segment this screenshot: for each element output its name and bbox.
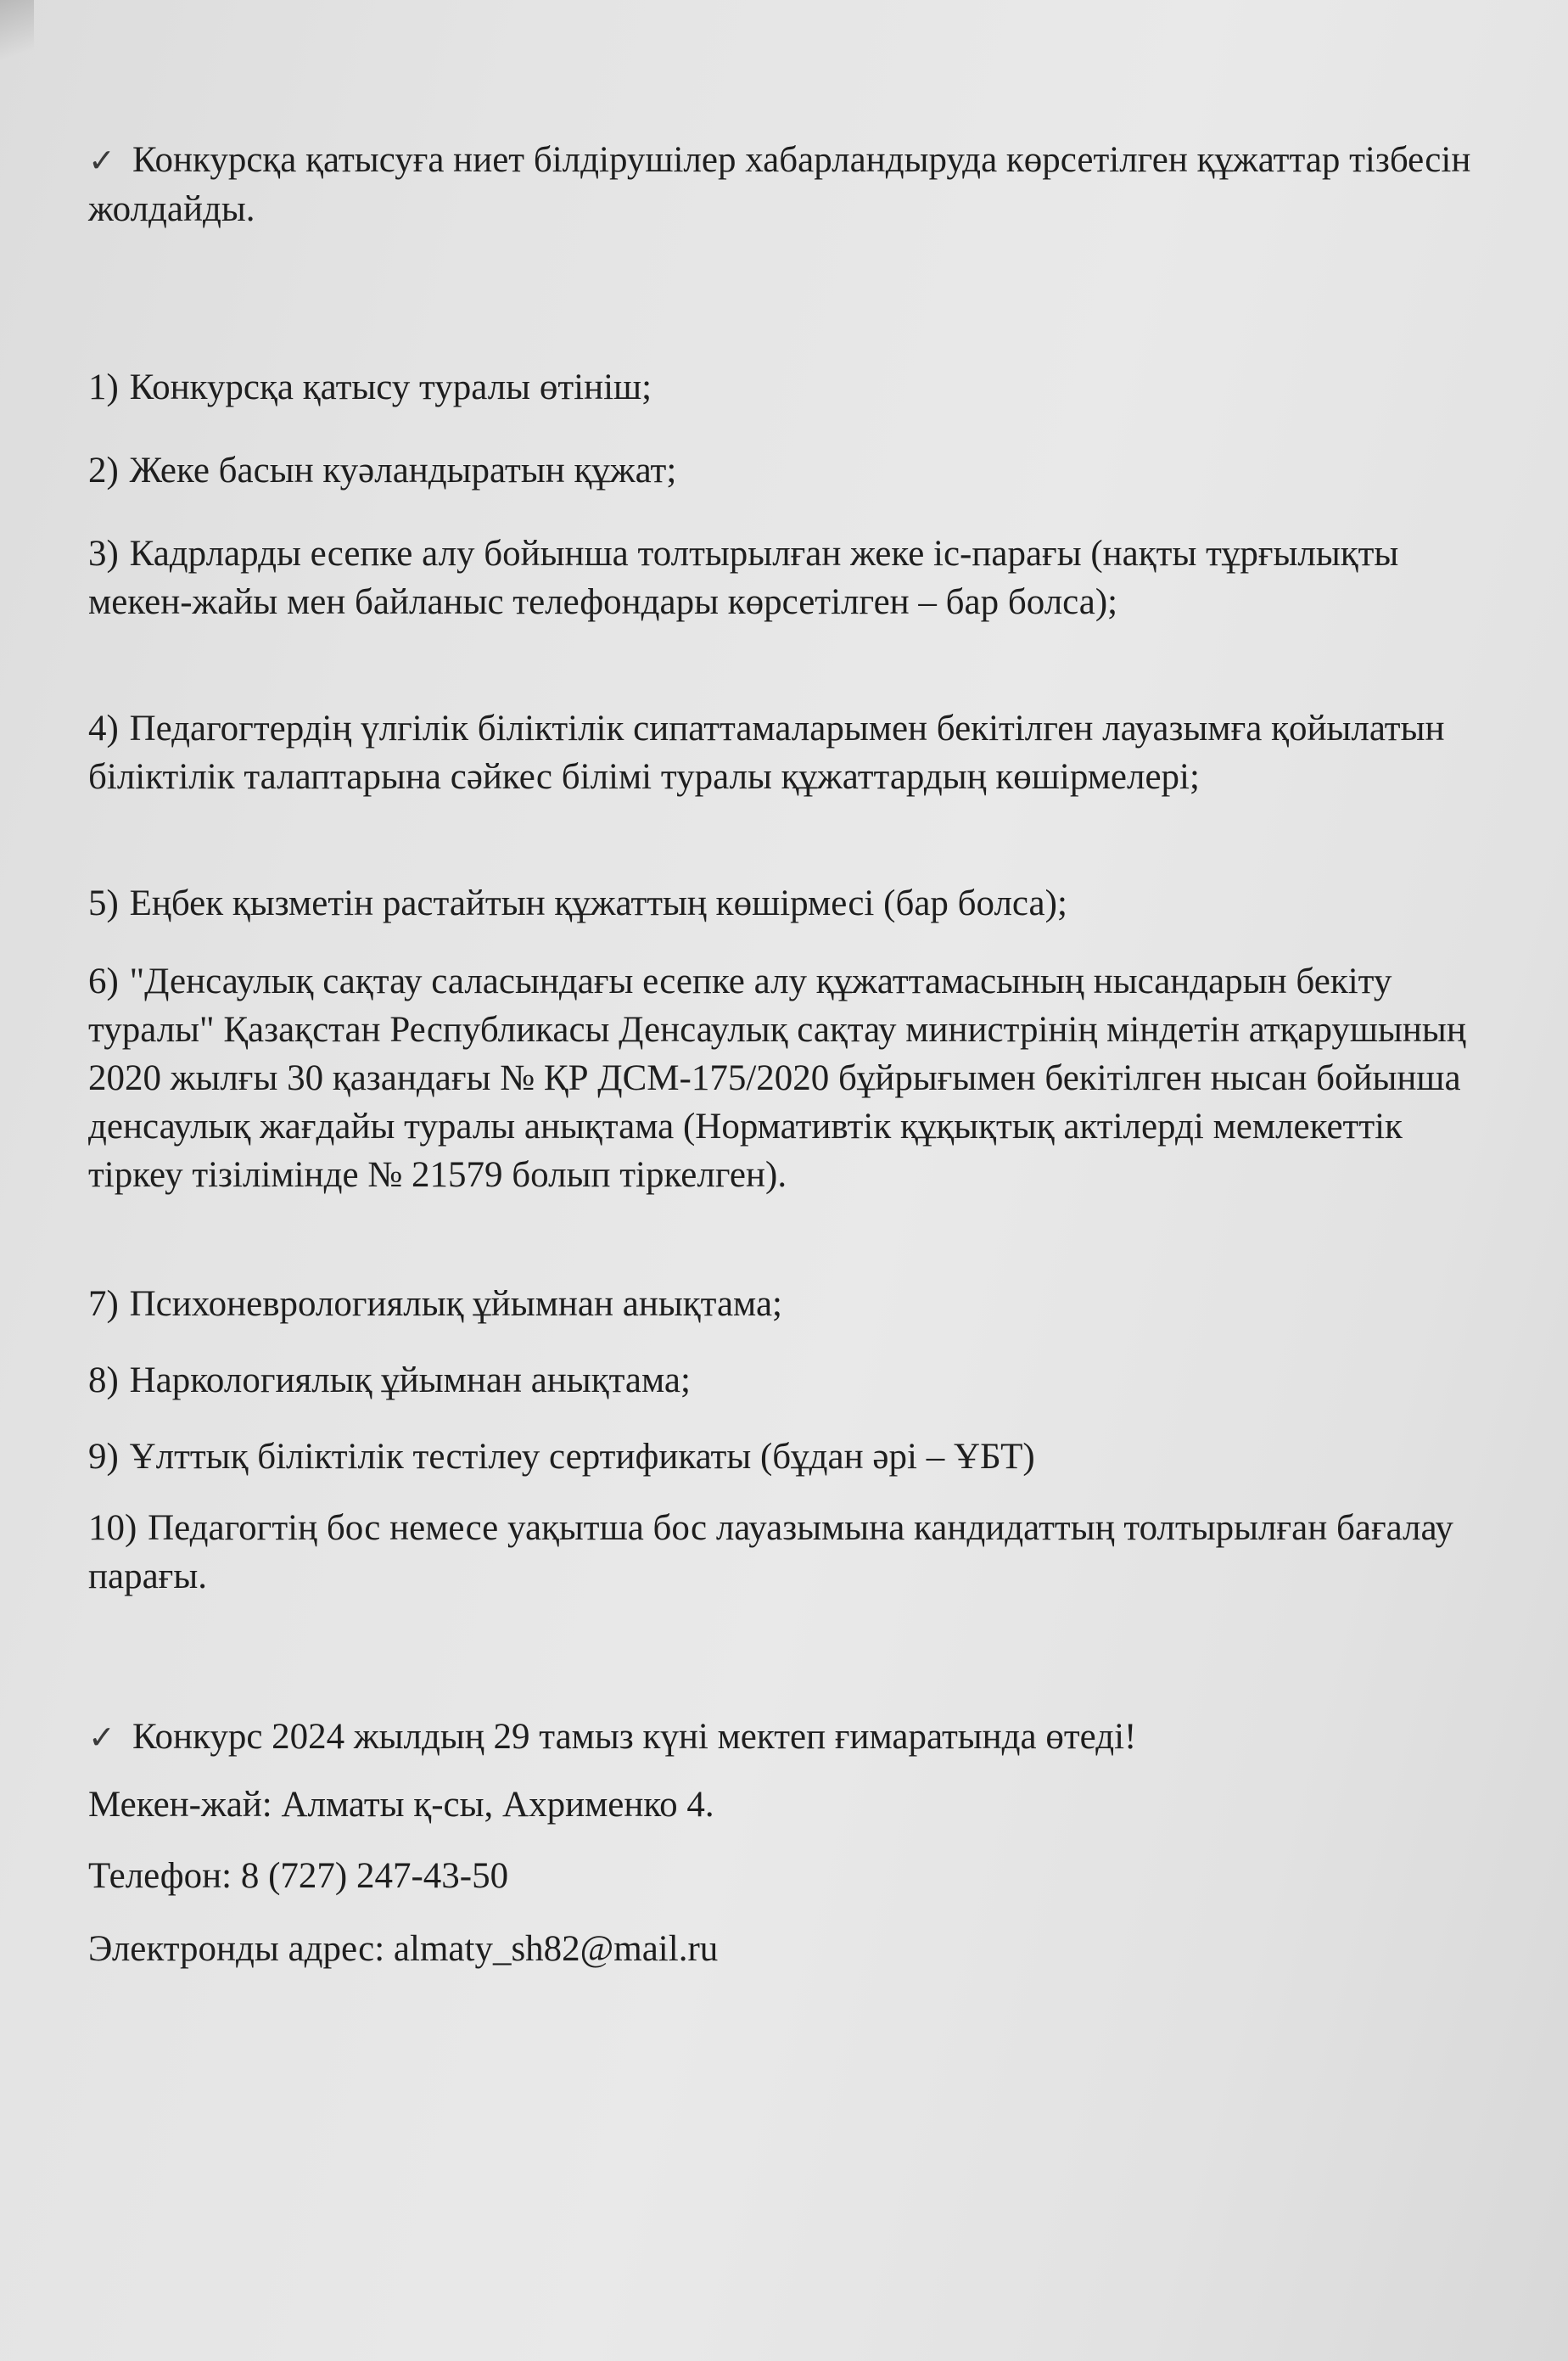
item-number: 5) bbox=[88, 883, 119, 923]
item-text: "Денсаулық сақтау саласындағы есепке алу құжаттамасының нысандарын бекіту туралы" Қазақстан Республикасы Денсаулық сақтау министрінің міндетін атқарушының 2020 жылғы 30 қазандағы № ҚР ДСМ-175/2020 бұйрығымен бекітілген нысан бойынша денсаулық жағдайы туралы анықтама (Нормативтік құқықтық актілерді мемлекеттік тіркеу тізілімінде № 21579 болып тіркелген). bbox=[88, 962, 1466, 1195]
item-number: 9) bbox=[88, 1437, 119, 1477]
item-text: Еңбек қызметін растайтын құжаттың көшірмесі (бар болса); bbox=[129, 883, 1067, 923]
document-item-6 bbox=[88, 957, 1480, 1199]
document-item-7 bbox=[88, 1280, 1480, 1328]
intro-paragraph bbox=[88, 136, 1480, 233]
document-item-3 bbox=[88, 530, 1480, 626]
item-text: Наркологиялық ұйымнан анықтама; bbox=[129, 1360, 691, 1400]
item-number: 2) bbox=[88, 451, 119, 491]
address-line: Мекен-жай: Алматы қ-сы, Ахрименко 4. bbox=[88, 1785, 714, 1825]
item-number: 10) bbox=[88, 1508, 137, 1548]
checkmark-icon: ✓ bbox=[88, 142, 115, 179]
item-number: 7) bbox=[88, 1284, 119, 1324]
item-text: Кадрларды есепке алу бойынша толтырылған жеке іс-парағы (нақты тұрғылықты мекен-жайы мен байланыс телефондары көрсетілген – бар болса); bbox=[88, 534, 1399, 622]
document-item-10 bbox=[88, 1504, 1480, 1601]
item-number: 1) bbox=[88, 367, 119, 407]
item-number: 3) bbox=[88, 534, 119, 574]
item-text: Конкурсқа қатысу туралы өтініш; bbox=[129, 367, 652, 407]
event-text: Конкурс 2024 жылдың 29 тамыз күні мектеп ғимаратында өтеді! bbox=[132, 1717, 1137, 1757]
intro-text: Конкурсқа қатысуға ниет білдірушілер хабарландыруда көрсетілген құжаттар тізбесін жолдайды. bbox=[88, 140, 1471, 229]
phone-line: Телефон: 8 (727) 247-43-50 bbox=[88, 1856, 509, 1896]
item-number: 6) bbox=[88, 962, 119, 1001]
item-number: 8) bbox=[88, 1360, 119, 1400]
document-item-2 bbox=[88, 446, 1480, 495]
item-text: Психоневрологиялық ұйымнан анықтама; bbox=[129, 1284, 783, 1324]
document-item-9 bbox=[88, 1433, 1480, 1481]
document-item-4 bbox=[88, 704, 1480, 801]
document-item-8 bbox=[88, 1356, 1480, 1405]
event-paragraph bbox=[88, 1713, 1480, 1762]
item-text: Ұлттық біліктілік тестілеу сертификаты (бұдан әрі – ҰБТ) bbox=[129, 1437, 1035, 1477]
item-text: Жеке басын куәландыратын құжат; bbox=[129, 451, 677, 491]
item-text: Педагогтердің үлгілік біліктілік сипаттамаларымен бекітілген лауазымға қойылатын біліктілік талаптарына сәйкес білімі туралы құжаттардың көшірмелері; bbox=[88, 709, 1445, 797]
checkmark-icon: ✓ bbox=[88, 1719, 115, 1756]
item-number: 4) bbox=[88, 709, 119, 749]
email-line: Электронды адрес: almaty_sh82@mail.ru bbox=[88, 1929, 719, 1969]
document-item-5 bbox=[88, 879, 1480, 928]
document-item-1 bbox=[88, 363, 1480, 412]
item-text: Педагогтің бос немесе уақытша бос лауазымына кандидаттың толтырылған бағалау парағы. bbox=[88, 1508, 1453, 1596]
paper-corner-shadow bbox=[0, 0, 34, 76]
